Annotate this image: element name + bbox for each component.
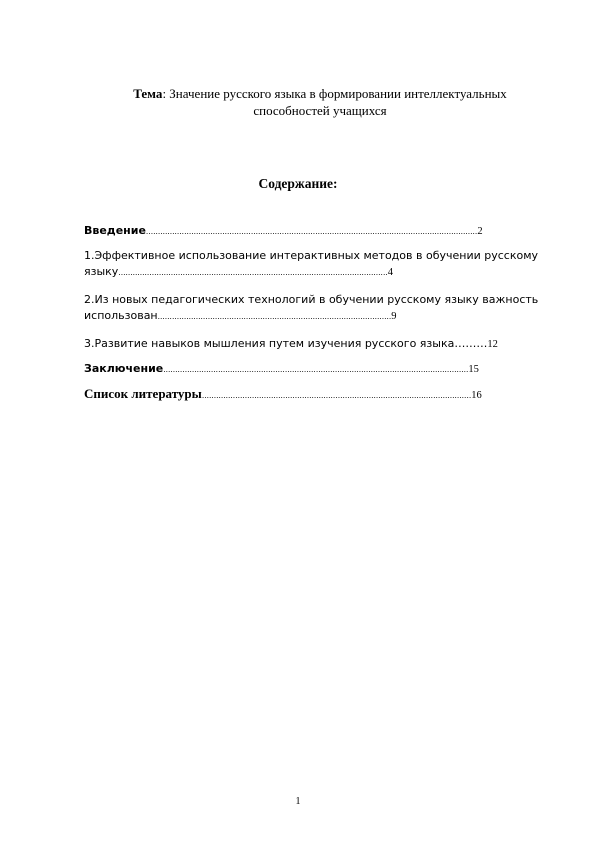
toc-entry-label-line1: 2.Из новых педагогических технологий в обучении русскому языку важность (84, 293, 539, 306)
toc-entry-page: 15 (468, 364, 479, 375)
toc-entry-leader: ........................................................................................................................................... (145, 227, 478, 236)
document-title (100, 85, 540, 119)
toc-entry-page: 16 (471, 390, 482, 401)
toc-entry-page: 9 (391, 311, 397, 322)
toc-entry-label-line2: использован (84, 309, 158, 322)
toc-entry-conclusion[interactable] (84, 361, 479, 378)
toc-entry-label: Введение (84, 224, 146, 237)
toc-entry-label-line1: 1.Эффективное использование интерактивных методов в обучении русскому (84, 249, 539, 262)
toc-entry-leader: ................................................................................................................. (118, 268, 388, 277)
toc-entry-pedagogical-technologies[interactable] (84, 292, 538, 325)
toc-entry-label: Заключение (84, 362, 164, 375)
toc-entry-leader: .................................................................................................. (157, 312, 392, 321)
title-text-line1: : Значение русского языка в формировании интеллектуальных (162, 86, 507, 101)
toc-entry-leader: ................................................................................................................. (201, 391, 472, 400)
toc-entry-leader: ……… (454, 337, 488, 350)
toc-entry-interactive-methods[interactable] (84, 248, 538, 281)
toc-entry-page: 12 (487, 339, 498, 350)
toc-entry-label: 3.Развитие навыков мышления путем изучения русского языка (84, 337, 455, 350)
toc-entry-page: 4 (387, 267, 393, 278)
toc-entry-leader: ................................................................................................................................ (163, 365, 469, 374)
toc-entry-label: Список литературы (84, 386, 202, 401)
title-text-line2: способностей учащихся (253, 103, 387, 118)
page-number: 1 (295, 796, 301, 807)
toc-entry-label-line2: языку (84, 265, 119, 278)
title-label: Тема (133, 86, 163, 101)
toc-entry-references[interactable] (84, 386, 482, 404)
toc-heading: Содержание: (258, 176, 338, 191)
toc-entry-introduction[interactable] (84, 223, 483, 240)
toc-entry-thinking-skills[interactable] (84, 336, 498, 353)
toc-entry-page: 2 (477, 226, 483, 237)
